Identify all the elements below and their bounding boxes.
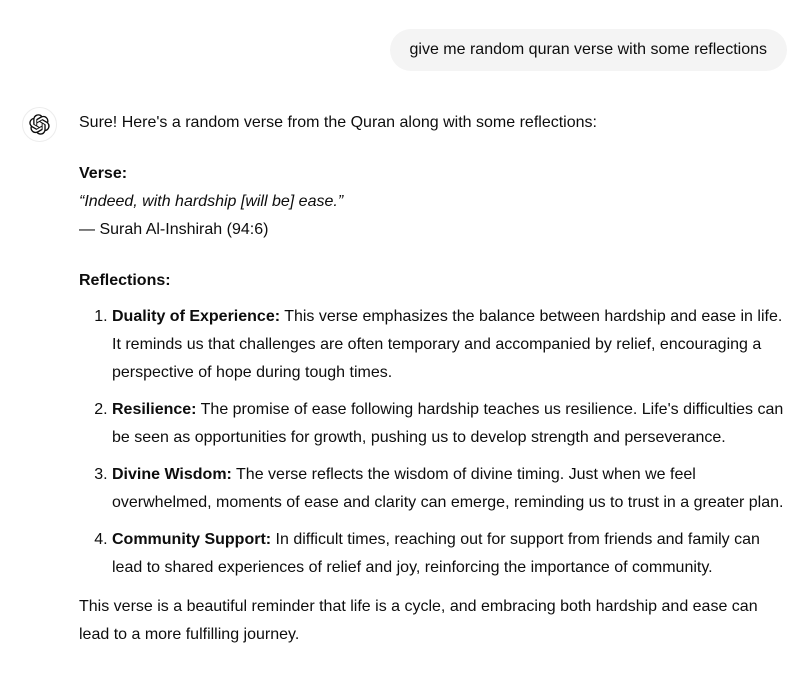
list-item-divine-wisdom (112, 461, 788, 517)
verse-quote: “Indeed, with hardship [will be] ease.” (79, 193, 344, 210)
list-item-duality (112, 303, 788, 387)
list-item-title: Community Support: (112, 531, 272, 548)
user-message-row (0, 0, 812, 71)
list-item-text: The promise of ease following hardship teaches us resilience. Life's difficulties can be seen as opportunities for growth, pushing us to develop strength and perseverance. (112, 401, 784, 446)
reflections-label: Reflections: (79, 272, 171, 289)
verse-block (79, 160, 788, 244)
list-item-text: In difficult times, reaching out for support from friends and family can lead to shared experiences of relief and joy, reinforcing the importance of community. (112, 531, 760, 576)
user-message-bubble[interactable]: give me random quran verse with some reflections (390, 29, 788, 71)
verse-attribution: — Surah Al-Inshirah (94:6) (79, 221, 269, 238)
list-item-text: The verse reflects the wisdom of divine timing. Just when we feel overwhelmed, moments of ease and clarity can emerge, reminding us to trust in a greater plan. (112, 466, 784, 511)
list-item-text: This verse emphasizes the balance between hardship and ease in life. It reminds us that challenges are often temporary and accompanied by relief, encouraging a perspective of hope during tough times. (112, 308, 783, 381)
list-item-community-support (112, 526, 788, 582)
assistant-avatar (22, 107, 57, 142)
list-item-resilience (112, 396, 788, 452)
verse-label: Verse: (79, 165, 128, 182)
closing-paragraph: This verse is a beautiful reminder that life is a cycle, and embracing both hardship and ease can lead to a more fulfilling journey. (79, 598, 758, 643)
assistant-message-row (0, 71, 812, 649)
assistant-message-content (79, 107, 788, 649)
list-item-title: Resilience: (112, 401, 197, 418)
list-item-title: Divine Wisdom: (112, 466, 232, 483)
reflections-heading (79, 267, 788, 295)
intro-paragraph: Sure! Here's a random verse from the Quran along with some reflections: (79, 114, 597, 131)
openai-logo-icon (29, 114, 50, 135)
list-item-title: Duality of Experience: (112, 308, 281, 325)
reflections-list (79, 303, 788, 582)
